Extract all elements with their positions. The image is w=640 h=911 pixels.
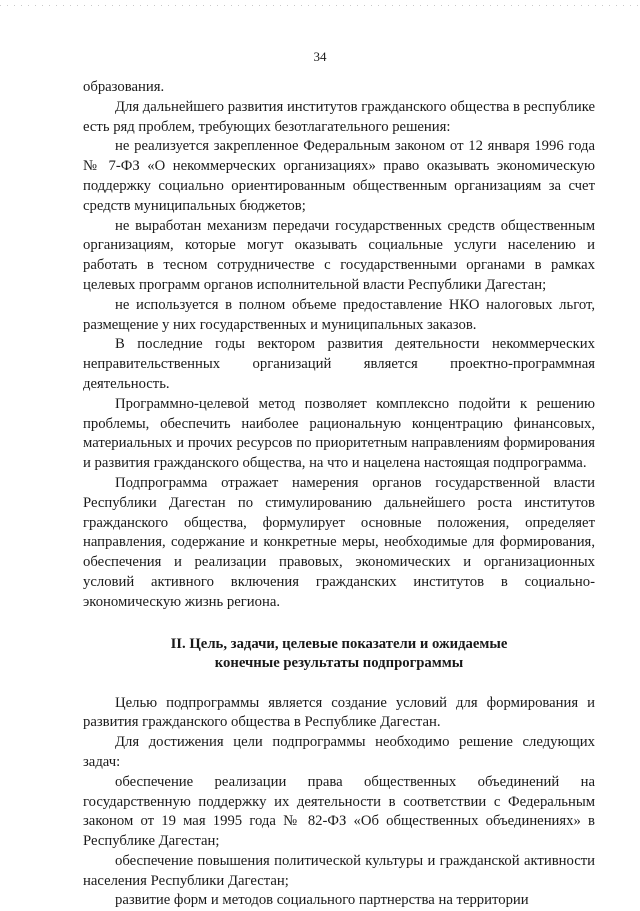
section-heading-line: конечные результаты подпрограммы [214, 654, 464, 671]
document-body [83, 78, 595, 911]
section-heading-line: II. Цель, задачи, целевые показатели и ожидаемые [170, 635, 508, 652]
paragraph: обеспечение реализации права общественных объединений на государственную поддержку их деятельности в соответствии с Федеральным законом от 19 мая 1995 года № 82-ФЗ «Об общественных объединениях» в Республике Дагестан; [83, 773, 595, 850]
section-heading [83, 635, 595, 673]
paragraph: Подпрограмма отражает намерения органов государственной власти Республики Дагестан по стимулированию дальнейшего роста институтов гражданского общества, формулирует основные положения, определяет направления, содержание и конкретные меры, необходимые для формирования, обеспечения и реализации правовых, экономических и организационных условий активного включения гражданских институтов в социально-экономическую жизнь региона. [83, 474, 595, 610]
paragraph: В последние годы вектором развития деятельности некоммерческих неправительственных организаций является проектно-программная деятельность. [83, 336, 595, 392]
paragraph: Программно-целевой метод позволяет комплексно подойти к решению проблемы, обеспечить наиболее рациональную концентрацию финансовых, материальных и прочих ресурсов по приоритетным направлениям формирования и развития гражданского общества, на что и нацелена настоящая подпрограмма. [83, 395, 595, 472]
paragraph: обеспечение повышения политической культуры и гражданской активности населения Республики Дагестан; [83, 852, 595, 889]
paragraph: Целью подпрограммы является создание условий для формирования и развития гражданского общества в Республике Дагестан. [83, 694, 595, 731]
page-number: 34 [313, 49, 327, 64]
paragraph: Для дальнейшего развития институтов гражданского общества в республике есть ряд проблем, требующих безотлагательного решения: [83, 98, 595, 135]
paragraph: не реализуется закрепленное Федеральным законом от 12 января 1996 года № 7-ФЗ «О некоммерческих организациях» право оказывать экономическую поддержку социально ориентированным общественным организациям за счет средств муниципальных бюджетов; [83, 138, 595, 214]
paragraph: Для достижения цели подпрограммы необходимо решение следующих задач: [83, 734, 595, 770]
paragraph: не выработан механизм передачи государственных средств общественным организациям, которые могут оказывать социальные услуги населению и работать в тесном сотрудничестве с государственными органами в рамках целевых программ органов исполнительной власти Республики Дагестан; [83, 217, 595, 293]
paragraph: не используется в полном объеме предоставление НКО налоговых льгот, размещение у них государственных и муниципальных заказов. [83, 296, 595, 333]
scan-edge-artifact [0, 5, 640, 6]
paragraph: образования. [83, 79, 165, 95]
paragraph: развитие форм и методов социального партнерства на территории [115, 892, 529, 909]
